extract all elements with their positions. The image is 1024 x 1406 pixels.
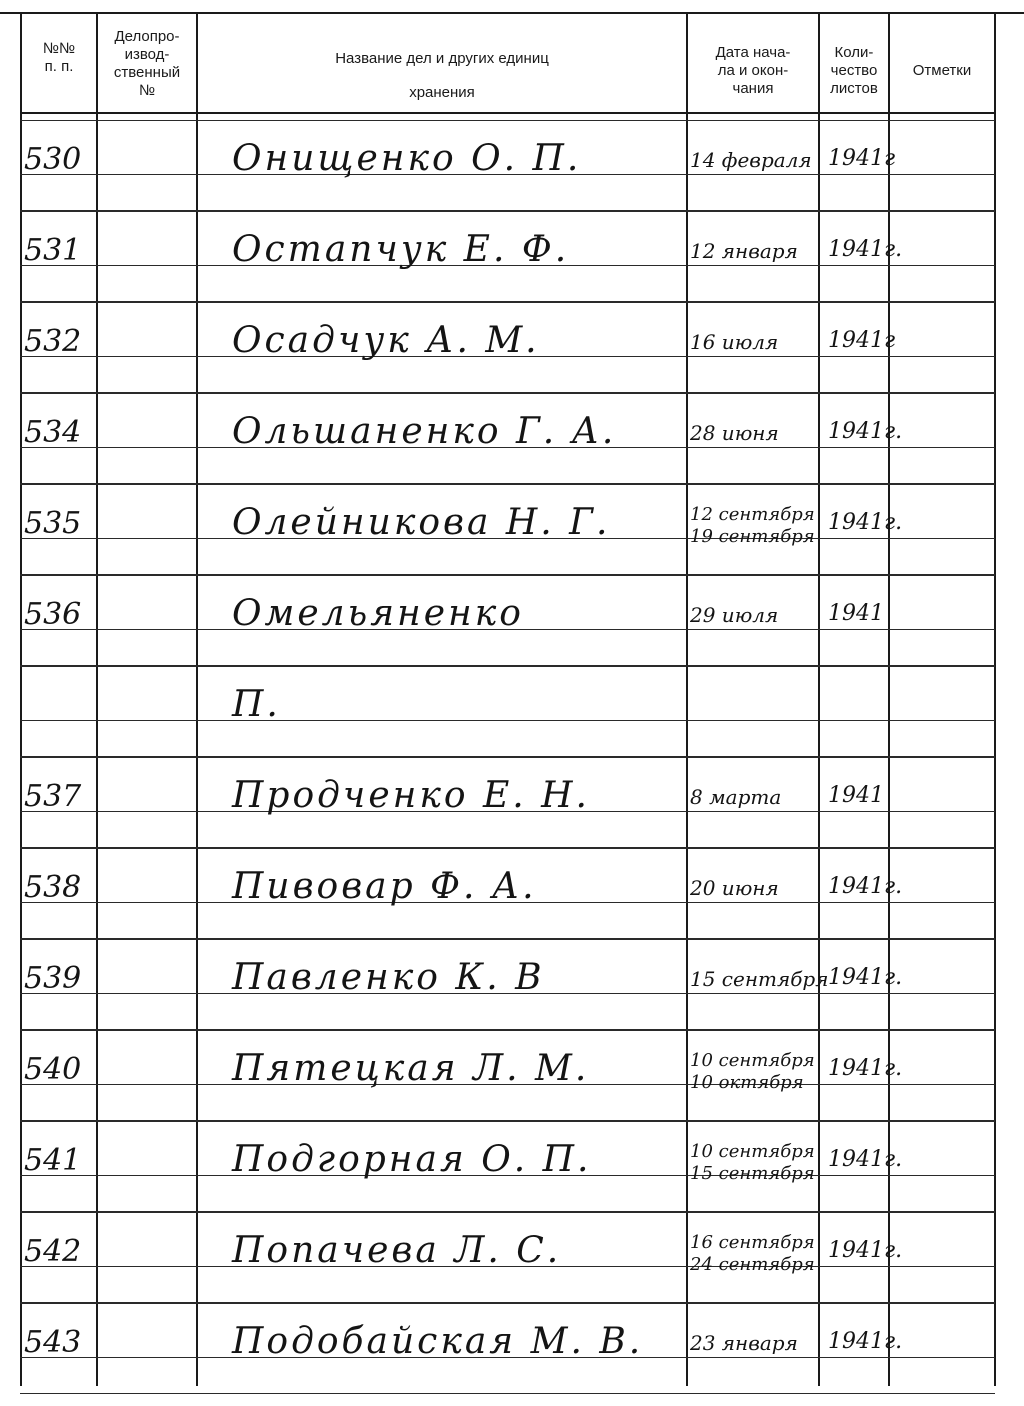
row-number: 531 <box>24 233 82 268</box>
row-date-start: 28 июня <box>690 421 779 445</box>
row-name: Пивовар Ф. А. <box>232 866 537 907</box>
register-row <box>20 1303 995 1395</box>
row-name: Павленко К. В <box>232 957 545 998</box>
row-date-start: 10 сентября <box>690 1050 815 1071</box>
register-row <box>20 757 995 849</box>
row-name: Подобайская М. В. <box>232 1321 644 1362</box>
ruled-line <box>20 302 995 303</box>
header-count: Коли- чество листов <box>830 44 878 97</box>
row-date-end: 24 сентября <box>690 1254 815 1275</box>
row-date-start: 15 сентября <box>690 967 829 991</box>
row-name: Осадчук А. М. <box>232 320 540 361</box>
register-row <box>20 1030 995 1122</box>
row-number: 536 <box>24 597 82 632</box>
row-date-end: 15 сентября <box>690 1163 815 1184</box>
row-number: 542 <box>24 1234 82 1269</box>
row-name: Пятецкая Л. М. <box>232 1048 590 1089</box>
row-year: 1941г. <box>828 419 903 444</box>
row-name: Подгорная О. П. <box>232 1139 592 1180</box>
row-name: П. <box>232 684 281 725</box>
row-date-start: 14 февраля <box>690 148 812 172</box>
register-row <box>20 120 995 212</box>
register-row <box>20 848 995 940</box>
row-date-end: 10 октября <box>690 1072 804 1093</box>
register-row <box>20 575 995 667</box>
row-name: Омельяненко <box>232 593 524 634</box>
register-row <box>20 1212 995 1304</box>
row-name: Продченко Е. Н. <box>232 775 590 816</box>
row-date-start: 16 сентября <box>690 1232 815 1253</box>
row-date-start: 20 июня <box>690 876 779 900</box>
row-date-start: 12 сентября <box>690 504 815 525</box>
row-year: 1941 <box>828 601 884 626</box>
header-notes: Отметки <box>912 62 972 79</box>
register-row <box>20 211 995 303</box>
row-date-start: 12 января <box>690 239 798 263</box>
ruled-line <box>20 120 995 121</box>
header-dates: Дата нача- ла и окон- чания <box>715 44 791 97</box>
register-row <box>20 302 995 394</box>
header-title: Название дел и других единиц хранения <box>335 50 549 101</box>
row-number: 541 <box>24 1143 82 1178</box>
row-date-start: 8 марта <box>690 785 782 809</box>
ruled-line <box>20 1030 995 1031</box>
row-date-end: 19 сентября <box>690 526 815 547</box>
row-year: 1941г <box>828 146 896 171</box>
ruled-line <box>20 1212 995 1213</box>
register-row <box>20 393 995 485</box>
register-row <box>20 666 995 758</box>
ruled-line <box>20 211 995 212</box>
row-year: 1941г. <box>828 237 903 262</box>
row-number: 540 <box>24 1052 82 1087</box>
row-year: 1941г. <box>828 965 903 990</box>
row-date-start: 29 июля <box>690 603 779 627</box>
row-year: 1941г. <box>828 874 903 899</box>
row-name: Остапчук Е. Ф. <box>232 229 570 270</box>
ruled-line <box>20 666 995 667</box>
register-row <box>20 939 995 1031</box>
ruled-line <box>20 757 995 758</box>
ruled-line <box>20 720 995 721</box>
row-number: 530 <box>24 142 82 177</box>
ruled-line <box>20 848 995 849</box>
row-number: 539 <box>24 961 82 996</box>
ruled-line <box>20 393 995 394</box>
register-row <box>20 484 995 576</box>
row-name: Попачева Л. С. <box>232 1230 562 1271</box>
ruled-line <box>20 939 995 940</box>
row-name: Онищенко О. П. <box>232 138 582 179</box>
row-number: 543 <box>24 1325 82 1360</box>
row-year: 1941г <box>828 328 896 353</box>
row-name: Олейникова Н. Г. <box>232 502 611 543</box>
row-year: 1941г. <box>828 1238 903 1263</box>
row-year: 1941г. <box>828 1056 903 1081</box>
row-year: 1941г. <box>828 1147 903 1172</box>
ruled-line <box>20 575 995 576</box>
row-number: 537 <box>24 779 82 814</box>
ruled-line <box>20 1393 995 1394</box>
ruled-line <box>20 1303 995 1304</box>
row-name: Ольшаненко Г. А. <box>232 411 617 452</box>
row-year: 1941 <box>828 783 884 808</box>
header-office: Делопро- извод- ственный № <box>113 28 181 99</box>
row-number: 538 <box>24 870 82 905</box>
row-year: 1941г. <box>828 510 903 535</box>
row-date-start: 10 сентября <box>690 1141 815 1162</box>
top-rule <box>0 12 1024 14</box>
row-number: 534 <box>24 415 82 450</box>
row-number: 535 <box>24 506 82 541</box>
register-row <box>20 1121 995 1213</box>
row-date-start: 23 января <box>690 1331 798 1355</box>
ruled-line <box>20 1121 995 1122</box>
row-year: 1941г. <box>828 1329 903 1354</box>
row-date-start: 16 июля <box>690 330 779 354</box>
row-number: 532 <box>24 324 82 359</box>
ruled-line <box>20 484 995 485</box>
header-rule <box>20 112 995 114</box>
header-num: №№ п. п. <box>42 40 76 75</box>
